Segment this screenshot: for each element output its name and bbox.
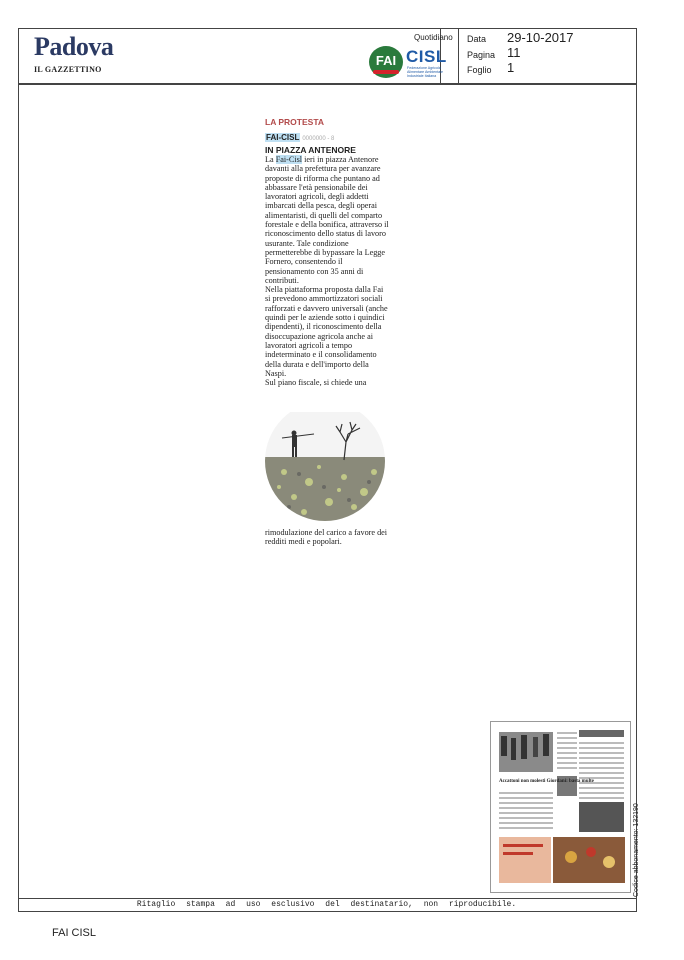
highlighted-term: Fai-Cisl — [275, 155, 303, 164]
article-paragraph: Sul piano fiscale, si chiede una — [265, 378, 367, 388]
page-thumbnail-preview — [491, 722, 630, 892]
paragraph-text: ieri in piazza Antenore davanti alla prefettura per avanzare proposte di riforma che puntano ad abbassare l'età pensionabile dei lavoratori agricoli, degli addetti imbarcati della pesca, degli operai alimentaristi, di quelli del comparto forestale e della bonifica, attraverso il riconoscimento dello status di lavoro usurante. Tale condizione permetterebbe di bypassare la Legge Fornero, consentendo il pensionamento con 35 anni di contributi. — [265, 155, 389, 285]
page-label: Pagina — [467, 50, 496, 60]
masthead-subtitle: IL GAZZETTINO — [34, 65, 102, 74]
subscription-code: Codice abbonamento: 132190 — [633, 803, 640, 897]
page-value: 11 — [507, 45, 521, 60]
date-label: Data — [467, 34, 487, 44]
date-value: 29-10-2017 — [507, 30, 574, 45]
fai-logo-text: FAI — [375, 53, 397, 68]
article-paragraph-end: rimodulazione del carico a favore dei redditi medi e popolari. — [265, 528, 388, 547]
article-tag: FAI-CISL — [266, 133, 300, 142]
reproduction-notice: Ritaglio stampa ad uso esclusivo del destinatario, non riproducibile. — [136, 900, 517, 909]
cisl-logo-subtitle: Federazione Agricola Alimentare Ambientale Industriale Italiana — [407, 66, 443, 79]
logo-flag-icon — [373, 70, 399, 74]
article-paragraph: Nella piattaforma proposta dalla Fai si prevedono ammortizzatori sociali rafforzati e davvero universali (anche quindi per le aziende sotto i quindici dipendenti), il riconoscimento della disoccupazione agricola anche ai lavoratori agricoli a tempo indeterminato e il consolidamento della durata e dell'importo della Naspi. — [265, 285, 388, 378]
masthead-title: Padova — [34, 32, 114, 61]
thumbnail-headline: Accattoni non molesti Giordani: basta multe — [499, 779, 594, 784]
fai-logo — [369, 46, 403, 78]
sheet-value: 1 — [507, 60, 515, 75]
lead-text: La — [265, 155, 276, 164]
article-code: 0000000 - 8 — [302, 136, 335, 142]
client-label: FAI CISL — [52, 927, 97, 939]
publication-type: Quotidiano — [414, 33, 453, 42]
cisl-logo-text: CISL — [406, 47, 447, 66]
header-divider — [458, 28, 459, 83]
article — [265, 118, 389, 387]
farmer-field-photo — [264, 412, 386, 522]
article-kicker: LA PROTESTA — [265, 117, 325, 127]
page-thumbnail — [490, 721, 631, 893]
article-paragraph — [265, 155, 389, 285]
sheet-label: Foglio — [467, 65, 492, 75]
article-headline: IN PIAZZA ANTENORE — [265, 145, 356, 155]
